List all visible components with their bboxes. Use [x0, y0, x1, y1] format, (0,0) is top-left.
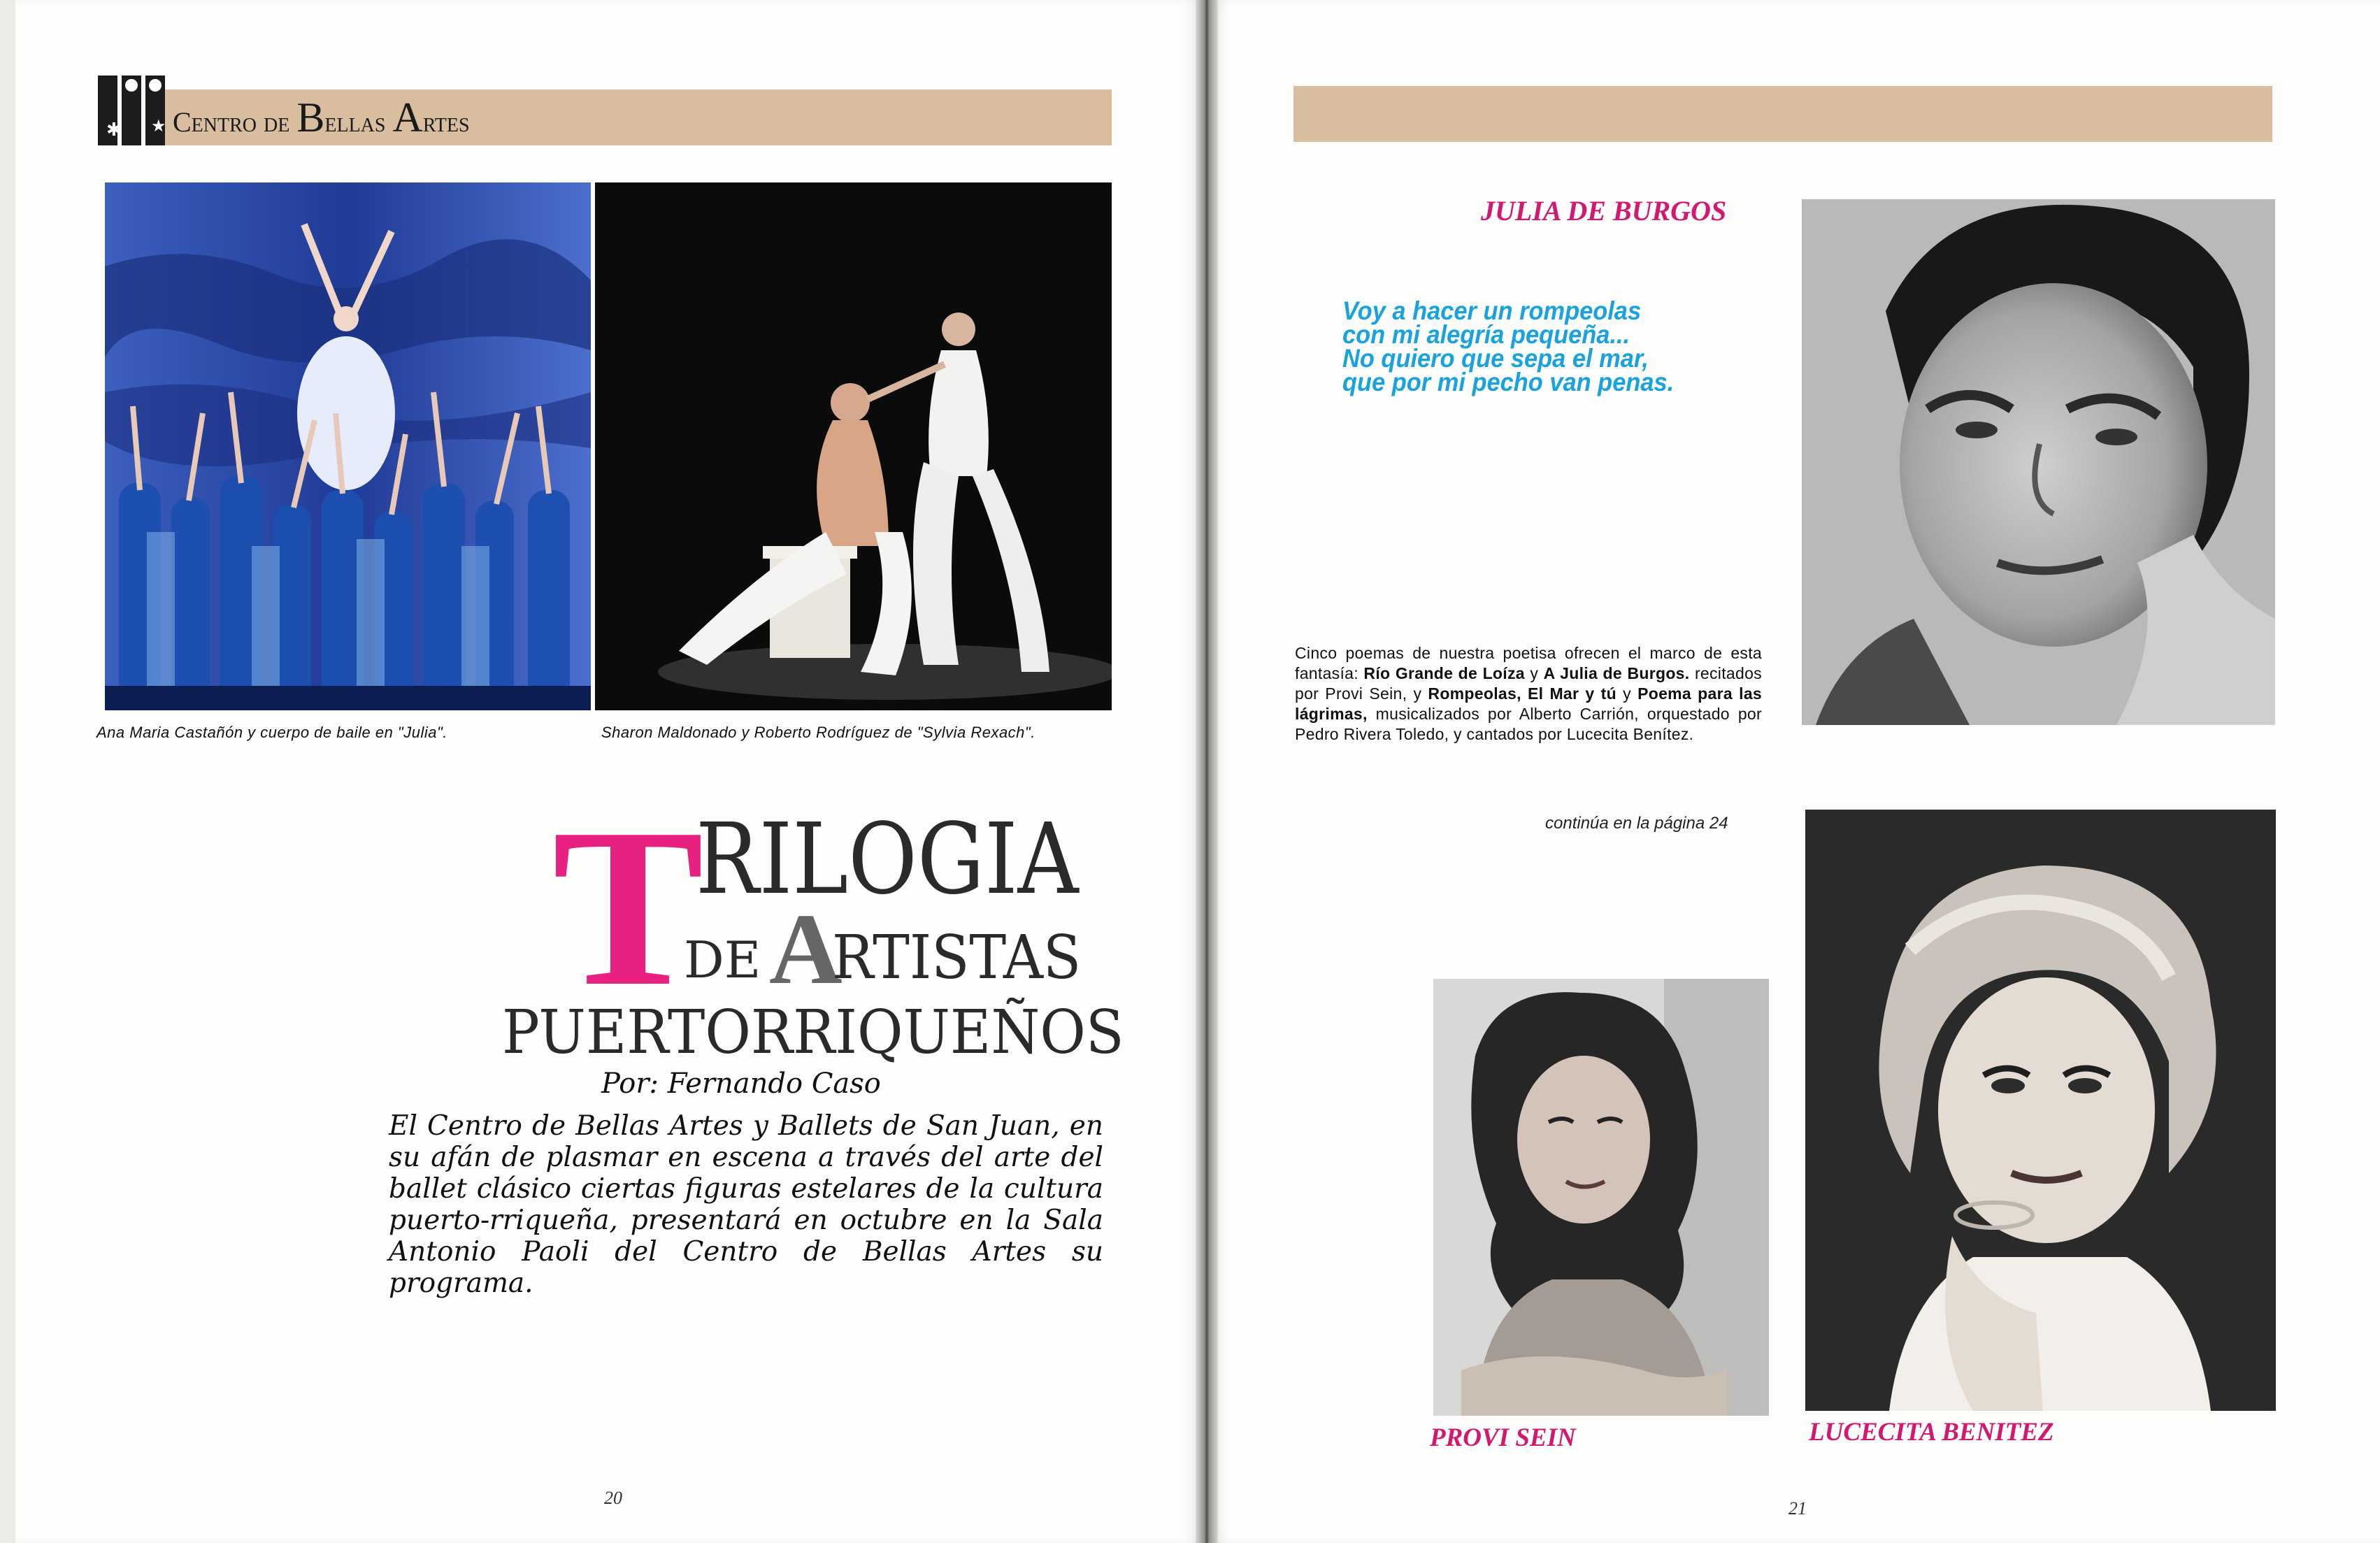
bellas-artes-logo [96, 73, 166, 143]
title-line-2-de: DE [684, 931, 761, 989]
svg-text:★: ★ [151, 116, 166, 136]
title-line-2-rest: RTISTAS [832, 923, 1082, 993]
title-initial-t: T [552, 782, 704, 1033]
title-initial-a: A [769, 893, 843, 1005]
page-number-right: 21 [1788, 1498, 1807, 1519]
section-title-julia-de-burgos: JULIA DE BURGOS [1481, 195, 1727, 227]
byline: Por: Fernando Caso [601, 1068, 881, 1100]
caption-photo-right: Sharon Maldonado y Roberto Rodríguez de "Sylvia Rexach". [601, 724, 1035, 741]
poem-line: con mi alegría pequeña... [1342, 320, 1630, 349]
poem-line: No quiero que sepa el mar, [1342, 344, 1649, 373]
lucecita-benitez-portrait [1805, 810, 2276, 1411]
poem-line: Voy a hacer un rompeolas [1342, 296, 1642, 325]
caption-photo-left: Ana Maria Castañón y cuerpo de baile en "Julia". [96, 724, 447, 741]
poem-line: que por mi pecho van penas. [1342, 368, 1675, 396]
title-line-3: PUERTORRIQUEÑOS [502, 998, 1124, 1068]
header-title: Centro de Bellas Artes [173, 94, 470, 141]
title-line-1: RILOGIA [696, 803, 1079, 917]
ballet-ensemble-photo [105, 182, 591, 710]
caption-provi-sein: PROVI SEIN [1430, 1423, 1576, 1452]
header-bar-right [1293, 86, 2272, 142]
book-spine [1196, 0, 1218, 1543]
intro-paragraph: El Centro de Bellas Artes y Ballets de San Juan, en su afán de plasmar en escena a través del arte del ballet clásico ciertas figuras estelares de la cultura puerto-rriqueña, presentará en octubre en la Sala Antonio Paoli del Centro de Bellas Artes su programa. [389, 1110, 1103, 1299]
caption-lucecita-benitez: LUCECITA BENITEZ [1809, 1418, 2054, 1447]
body-paragraph: Cinco poemas de nuestra poetisa ofrecen el marco de esta fantasía: Río Grande de Loíza y A Julia de Burgos. recitados por Provi Sein, y Rompeolas, El Mar y tú y Poema para las lágrimas, musicalizados por Alberto Carrión, orquestado por Pedro Rivera Toledo, y cantados por Lucecita Benítez. [1295, 644, 1762, 743]
provi-sein-portrait [1433, 979, 1769, 1416]
continue-note: continúa en la página 24 [1545, 814, 1728, 833]
julia-de-burgos-portrait [1802, 199, 2275, 725]
poem-excerpt [1342, 296, 1762, 396]
ballet-duet-photo [595, 182, 1112, 710]
svg-text:✱: ✱ [106, 120, 122, 141]
page-number-left: 20 [604, 1488, 622, 1508]
